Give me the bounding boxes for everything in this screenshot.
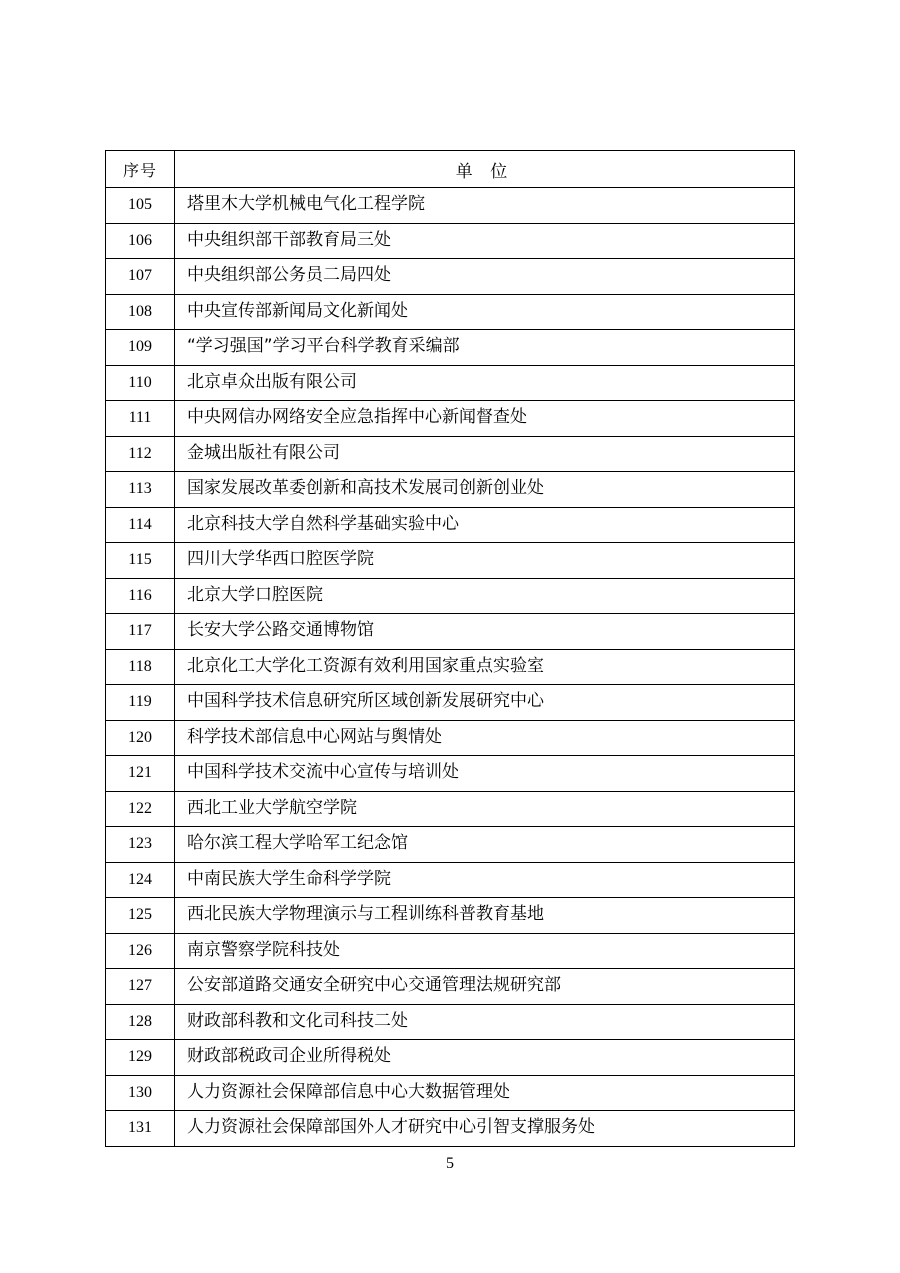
row-index-text: 109 <box>128 338 152 356</box>
row-unit-text: 财政部科教和文化司科技二处 <box>187 1010 408 1031</box>
table-row <box>106 649 795 685</box>
row-unit-cell <box>175 188 795 224</box>
table-row <box>106 365 795 401</box>
row-index-text: 105 <box>128 196 152 214</box>
row-unit-text: 人力资源社会保障部信息中心大数据管理处 <box>187 1081 510 1102</box>
row-index-cell <box>106 330 175 366</box>
row-index-text: 124 <box>128 870 152 888</box>
row-index-cell <box>106 543 175 579</box>
row-index-cell <box>106 1040 175 1076</box>
row-index-cell <box>106 614 175 650</box>
row-unit-cell <box>175 685 795 721</box>
row-index-cell <box>106 294 175 330</box>
row-unit-text: “学习强国”学习平台科学教育采编部 <box>187 336 460 357</box>
row-index-text: 121 <box>128 764 152 782</box>
table-row <box>106 614 795 650</box>
row-index-text: 118 <box>128 657 152 675</box>
table-row <box>106 578 795 614</box>
table-row <box>106 507 795 543</box>
row-unit-text: 人力资源社会保障部国外人才研究中心引智支撑服务处 <box>187 1117 595 1138</box>
row-index-text: 126 <box>128 941 152 959</box>
row-unit-text: 西北工业大学航空学院 <box>187 797 357 818</box>
row-index-text: 107 <box>128 267 152 285</box>
table-row <box>106 720 795 756</box>
row-unit-cell <box>175 507 795 543</box>
row-index-cell <box>106 720 175 756</box>
row-index-text: 116 <box>128 586 152 604</box>
row-unit-cell <box>175 614 795 650</box>
table-row <box>106 862 795 898</box>
row-unit-text: 四川大学华西口腔医学院 <box>187 549 374 570</box>
row-unit-text: 长安大学公路交通博物馆 <box>187 620 374 641</box>
row-unit-cell <box>175 649 795 685</box>
row-index-text: 130 <box>128 1083 152 1101</box>
row-unit-cell <box>175 223 795 259</box>
table-row <box>106 401 795 437</box>
row-unit-cell <box>175 259 795 295</box>
row-index-text: 111 <box>128 409 152 427</box>
row-index-text: 125 <box>128 906 152 924</box>
row-unit-text: 中国科学技术交流中心宣传与培训处 <box>187 762 459 783</box>
row-index-text: 114 <box>128 515 152 533</box>
row-unit-text: 中国科学技术信息研究所区域创新发展研究中心 <box>187 691 544 712</box>
row-unit-text: 南京警察学院科技处 <box>187 939 340 960</box>
row-index-text: 120 <box>128 728 152 746</box>
row-unit-text: 中南民族大学生命科学学院 <box>187 868 391 889</box>
row-unit-cell <box>175 578 795 614</box>
row-index-text: 110 <box>128 373 152 391</box>
table-row <box>106 330 795 366</box>
row-unit-cell <box>175 330 795 366</box>
row-index-cell <box>106 827 175 863</box>
table-row <box>106 1040 795 1076</box>
row-unit-text: 国家发展改革委创新和高技术发展司创新创业处 <box>187 478 544 499</box>
row-index-cell <box>106 969 175 1005</box>
row-unit-cell <box>175 1075 795 1111</box>
table-row <box>106 223 795 259</box>
row-index-text: 122 <box>128 799 152 817</box>
table-row <box>106 294 795 330</box>
table-row <box>106 1111 795 1147</box>
row-unit-text: 金城出版社有限公司 <box>187 442 340 463</box>
table-row <box>106 898 795 934</box>
row-unit-cell <box>175 898 795 934</box>
page-number: 5 <box>446 1155 454 1172</box>
row-unit-cell <box>175 365 795 401</box>
row-unit-text: 北京卓众出版有限公司 <box>187 371 357 392</box>
row-index-cell <box>106 685 175 721</box>
table-row <box>106 1075 795 1111</box>
row-unit-cell <box>175 756 795 792</box>
row-index-cell <box>106 862 175 898</box>
row-unit-text: 中央宣传部新闻局文化新闻处 <box>187 300 408 321</box>
row-index-cell <box>106 578 175 614</box>
row-unit-cell <box>175 401 795 437</box>
row-index-text: 131 <box>128 1119 152 1137</box>
row-unit-cell <box>175 543 795 579</box>
row-unit-text: 西北民族大学物理演示与工程训练科普教育基地 <box>187 904 544 925</box>
row-unit-cell <box>175 862 795 898</box>
row-unit-text: 中央组织部公务员二局四处 <box>187 265 391 286</box>
row-unit-text: 中央组织部干部教育局三处 <box>187 229 391 250</box>
row-index-cell <box>106 259 175 295</box>
row-index-text: 115 <box>128 551 152 569</box>
row-unit-text: 哈尔滨工程大学哈军工纪念馆 <box>187 833 408 854</box>
row-index-text: 117 <box>128 622 152 640</box>
table-row <box>106 543 795 579</box>
unit-list-table <box>105 150 795 1147</box>
row-unit-cell <box>175 472 795 508</box>
row-index-cell <box>106 1075 175 1111</box>
row-index-text: 127 <box>128 977 152 995</box>
row-index-text: 112 <box>128 444 152 462</box>
row-unit-cell <box>175 969 795 1005</box>
table-row <box>106 969 795 1005</box>
row-index-cell <box>106 472 175 508</box>
row-unit-text: 公安部道路交通安全研究中心交通管理法规研究部 <box>187 975 561 996</box>
row-unit-text: 北京科技大学自然科学基础实验中心 <box>187 513 459 534</box>
row-unit-cell <box>175 294 795 330</box>
row-index-cell <box>106 649 175 685</box>
row-unit-text: 北京化工大学化工资源有效利用国家重点实验室 <box>187 655 544 676</box>
table-row <box>106 1004 795 1040</box>
row-index-text: 113 <box>128 480 152 498</box>
row-index-cell <box>106 188 175 224</box>
table-row <box>106 188 795 224</box>
row-index-cell <box>106 507 175 543</box>
row-index-cell <box>106 898 175 934</box>
row-index-text: 123 <box>128 835 152 853</box>
row-index-cell <box>106 436 175 472</box>
table-row <box>106 685 795 721</box>
row-unit-text: 科学技术部信息中心网站与舆情处 <box>187 726 442 747</box>
table-row <box>106 791 795 827</box>
table-row <box>106 472 795 508</box>
table-row <box>106 436 795 472</box>
table-row <box>106 259 795 295</box>
row-index-cell <box>106 791 175 827</box>
row-index-cell <box>106 1111 175 1147</box>
column-header-index: 序号 <box>106 151 175 188</box>
table-row <box>106 933 795 969</box>
table-header-row <box>106 151 795 188</box>
row-index-cell <box>106 1004 175 1040</box>
row-index-text: 128 <box>128 1012 152 1030</box>
row-unit-cell <box>175 827 795 863</box>
row-unit-text: 财政部税政司企业所得税处 <box>187 1046 391 1067</box>
row-unit-text: 中央网信办网络安全应急指挥中心新闻督查处 <box>187 407 527 428</box>
row-unit-cell <box>175 1111 795 1147</box>
row-unit-cell <box>175 436 795 472</box>
table-header <box>106 151 795 188</box>
table-row <box>106 827 795 863</box>
table-row <box>106 756 795 792</box>
row-index-cell <box>106 365 175 401</box>
row-index-cell <box>106 756 175 792</box>
row-unit-cell <box>175 1040 795 1076</box>
row-index-cell <box>106 933 175 969</box>
row-unit-cell <box>175 1004 795 1040</box>
table-body <box>106 188 795 1147</box>
column-header-unit: 单 位 <box>175 151 795 188</box>
row-unit-cell <box>175 720 795 756</box>
row-index-text: 119 <box>128 693 152 711</box>
row-index-cell <box>106 401 175 437</box>
row-index-text: 108 <box>128 302 152 320</box>
row-index-cell <box>106 223 175 259</box>
row-index-text: 129 <box>128 1048 152 1066</box>
row-unit-cell <box>175 791 795 827</box>
row-unit-text: 塔里木大学机械电气化工程学院 <box>187 194 425 215</box>
row-unit-text: 北京大学口腔医院 <box>187 584 323 605</box>
row-index-text: 106 <box>128 231 152 249</box>
row-unit-cell <box>175 933 795 969</box>
